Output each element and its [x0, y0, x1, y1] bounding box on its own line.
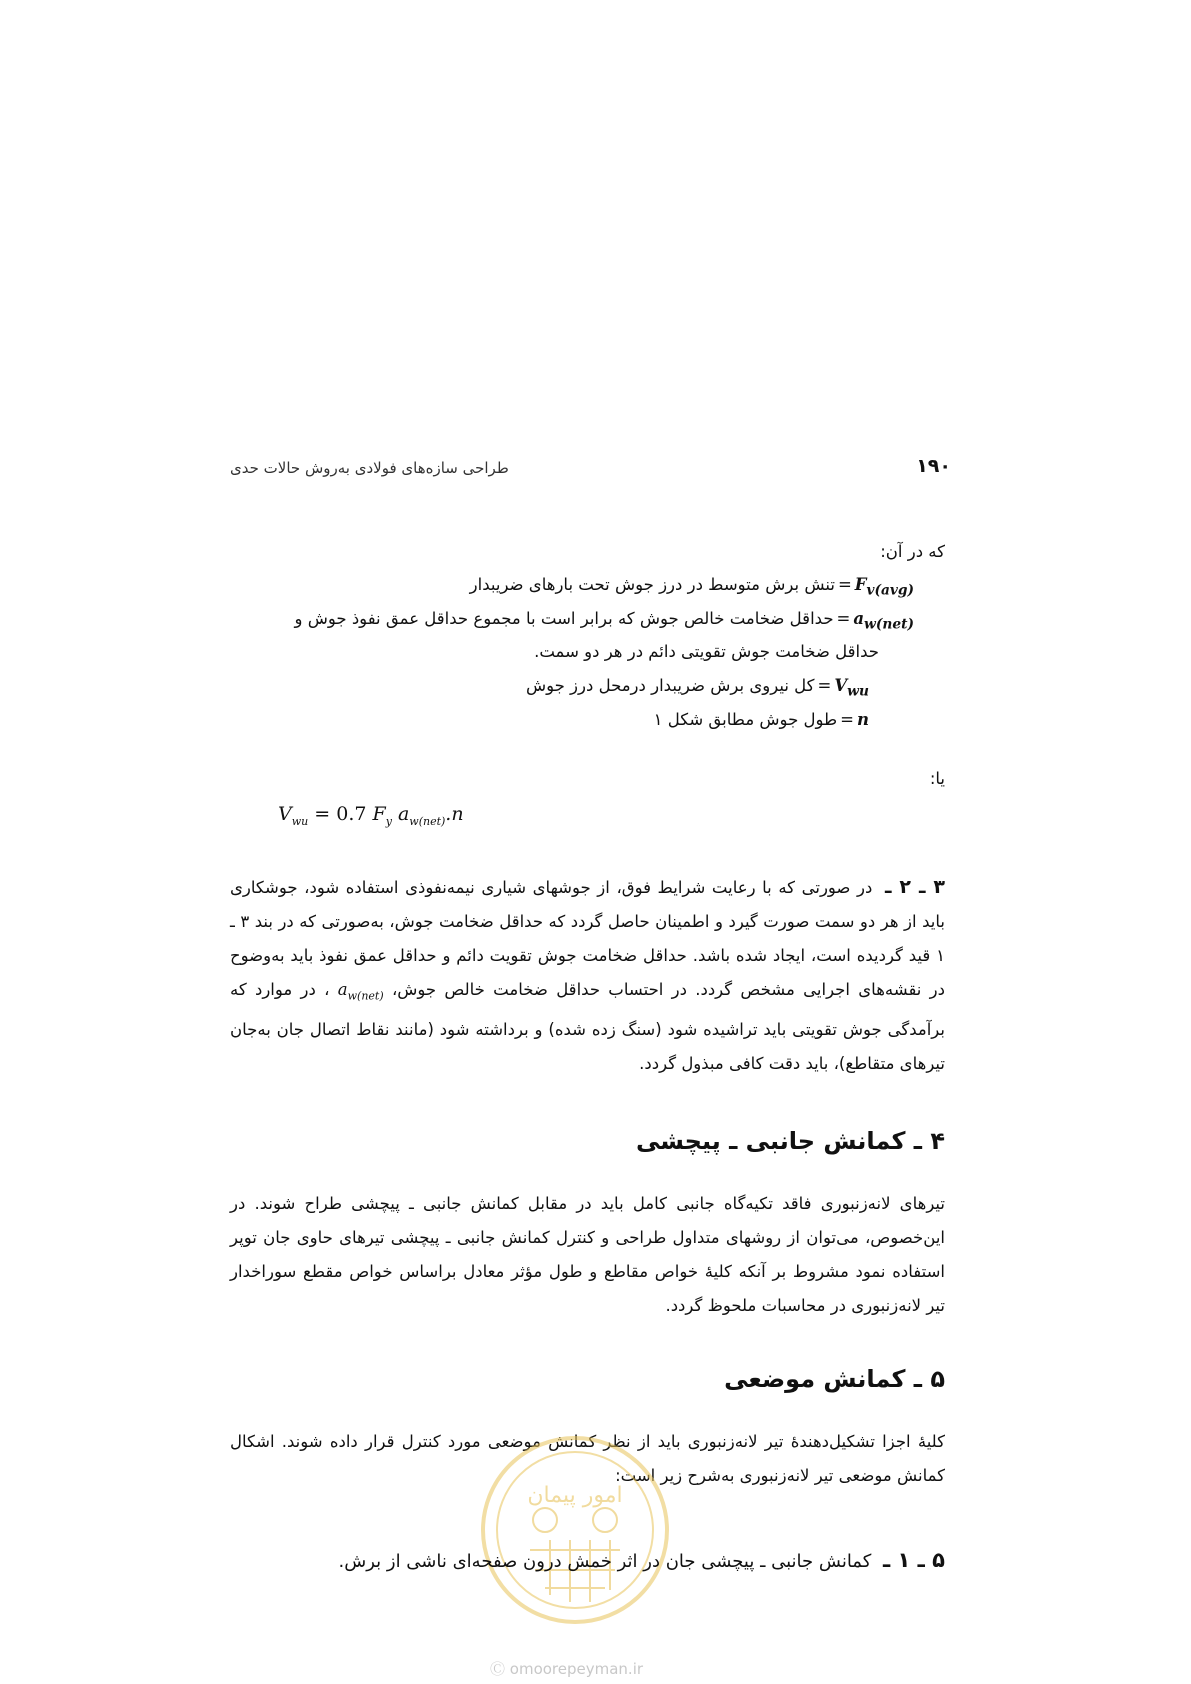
- section-number: ۳ ـ ۲ ـ: [884, 876, 946, 898]
- watermark-seal-logo: [475, 1430, 675, 1630]
- definition-symbol: $V_{wu}$: [834, 676, 869, 700]
- watermark-url: Ⓒ omoorepeyman.ir: [490, 1660, 644, 1678]
- running-title: طراحی سازه‌های فولادی به‌روش حالات حدی: [230, 459, 509, 477]
- definition-text: کل نیروی برش ضریبدار درمحل درز جوش: [525, 676, 815, 695]
- subitem-5-1: ۵ ـ ۱ ـ کمانش جانبی ـ پیچشی جان در اثر خمش درون صفحه‌ای ناشی از برش.: [338, 1548, 945, 1572]
- definition-symbol: n: [857, 710, 869, 729]
- page-number: ۱۹۰: [916, 455, 951, 477]
- intro-text: که در آن:: [880, 542, 945, 561]
- shear-formula: $V_{wu} = 0.7$ $F_y$ $a_{w(net)}.n$: [278, 803, 464, 828]
- definition-symbol: $F_{v(avg)}$: [854, 575, 914, 599]
- definition-text: تنش برش متوسط در درز جوش تحت بارهای ضریبدار: [469, 575, 835, 594]
- definition-continuation: حداقل ضخامت جوش تقویتی دائم در هر دو سمت.: [534, 642, 879, 661]
- section-number: ۴ ـ: [913, 1127, 945, 1155]
- definition-a-net: $a_{w(net)}=حداقل$ ضخامت خالص جوش که برابر است با مجموع حداقل عمق نفوذ جوش و: [294, 609, 914, 633]
- section-number: ۵ ـ ۱ ـ: [883, 1548, 945, 1572]
- section-5-heading: [724, 1365, 945, 1393]
- definition-f-avg: $F_{v(avg)}=تنش$ برش متوسط در درز جوش تحت بارهای ضریبدار: [469, 575, 914, 599]
- paragraph-4: تیرهای لانه‌زنبوری فاقد تکیه‌گاه جانبی کامل باید در مقابل کمانش جانبی ـ پیچشی طراح شوند. در این‌خصوص، می‌توان از روشهای متداول طراحی و کنترل کمانش جانبی ـ پیچشی تیرهای حاوی جان توپر استفاده نمود مشروط بر آنکه کلیهٔ خواص مقاطع و طول مؤثر معادل براساس خواص مقطع سوراخدار تیر لانه‌زنبوری در محاسبات ملحوظ گردد.: [230, 1194, 945, 1315]
- definition-text: طول جوش مطابق شکل ۱: [653, 710, 838, 729]
- paragraph-5: کلیهٔ اجزا تشکیل‌دهندهٔ تیر لانه‌زنبوری باید از نظر کمانش موضعی مورد کنترل قرار داده شوند. اشکال کمانش موضعی تیر لانه‌زنبوری به‌شرح زیر است:: [230, 1432, 945, 1485]
- svg-text:امور پیمان: امور پیمان: [527, 1483, 623, 1508]
- section-title: کمانش جانبی ـ پیچشی: [635, 1127, 906, 1155]
- section-number: ۵ ـ: [913, 1365, 945, 1393]
- section-title: کمانش موضعی: [724, 1365, 906, 1393]
- paragraph-3-2: ۳ ـ ۲ ـ در صورتی که با رعایت شرایط فوق، از جوشهای شیاری نیمه‌نفوذی استفاده شود، جوشکاری باید از هر دو سمت صورت گیرد و اطمینان حاصل گردد که حداقل ضخامت جوش، به‌صورتی که در بند ۳ ـ ۱ قید گردیده است، ایجاد شده باشد. حداقل ضخامت جوش تقویت دائم و حداقل عمق نفوذ باید به‌وضوح در نقشه‌های اجرایی مشخص گردد. در احتساب حداقل ضخامت خالص جوش، $a_{w(net)}$ ، در موارد که برآمدگی جوش تقویتی باید تراشیده شود (سنگ زده شده) و برداشته شود (مانند نقاط اتصال جان به‌جان تیرهای متقاطع)، باید دقت کافی مبذول گردد.: [230, 876, 946, 1074]
- inline-symbol: $a_{w(net)}$: [337, 980, 384, 1003]
- ya-text: یا:: [929, 769, 945, 788]
- definition-v-wu: $V_{wu}=کل$ نیروی برش ضریبدار درمحل درز جوش: [525, 676, 869, 700]
- definition-text: حداقل ضخامت خالص جوش که برابر است با مجموع حداقل عمق نفوذ جوش و: [294, 609, 834, 628]
- definition-symbol: $a_{w(net)}$: [853, 609, 914, 633]
- page-header: [230, 455, 951, 485]
- section-4-heading: [636, 1127, 945, 1155]
- definition-n: n=طول جوش مطابق شکل ۱: [653, 710, 869, 729]
